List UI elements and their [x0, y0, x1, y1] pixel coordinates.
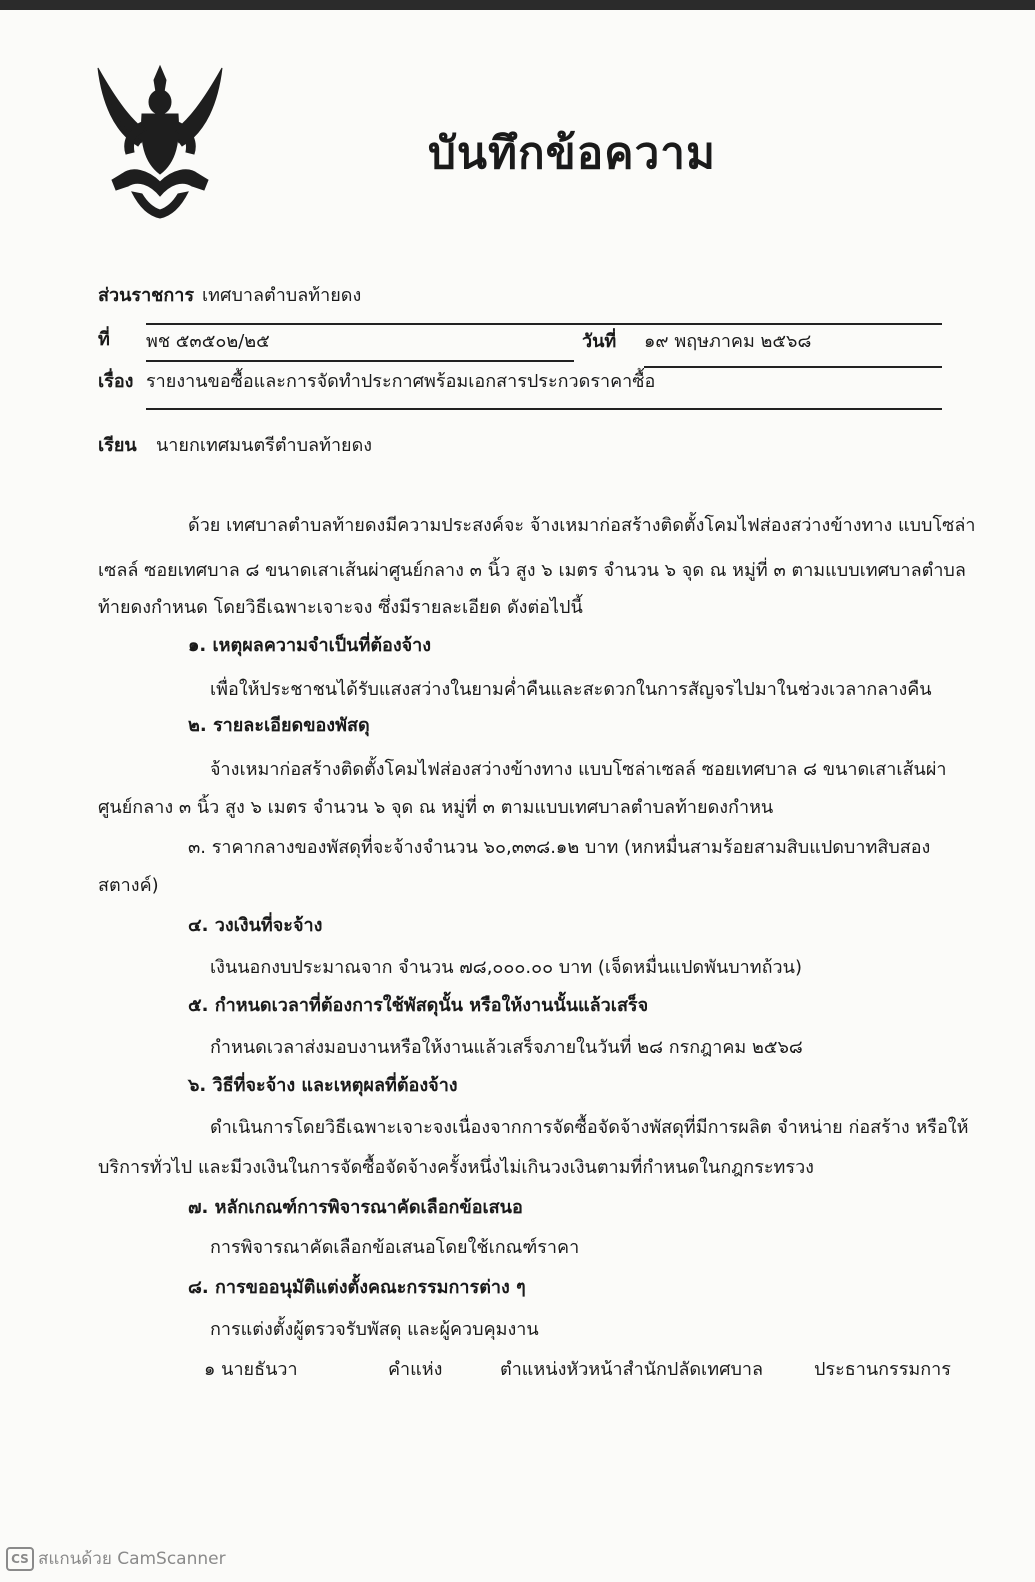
- agency-label: ส่วนราชการ: [98, 285, 195, 306]
- section-5-heading: ๕. กำหนดเวลาที่ต้องการใช้พัสดุนั้น หรือให้งานนั้นแล้วเสร็จ: [188, 995, 649, 1016]
- section-6-text-1: ดำเนินการโดยวิธีเฉพาะเจาะจงเนื่องจากการจัดซื้อจัดจ้างพัสดุที่มีการผลิต จำหน่าย ก่อสร้าง หรือให้: [210, 1117, 969, 1138]
- agency-value: เทศบาลตำบลท้ายดง: [202, 285, 362, 306]
- section-3-text-2: สตางค์): [98, 875, 159, 896]
- section-8-text: การแต่งตั้งผู้ตรวจรับพัสดุ และผู้ควบคุมงาน: [210, 1319, 539, 1340]
- ref-underline: [146, 360, 574, 362]
- to-value: นายกเทศมนตรีตำบลท้ายดง: [156, 435, 373, 456]
- camscanner-text: สแกนด้วย CamScanner: [38, 1549, 226, 1569]
- ref-label: ที่: [98, 329, 110, 350]
- date-label: วันที่: [582, 331, 617, 352]
- garuda-emblem-icon: [92, 62, 228, 222]
- section-4-text: เงินนอกงบประมาณจาก จำนวน ๗๘,๐๐๐.๐๐ บาท (เจ็ดหมื่นแปดพันบาทถ้วน): [210, 957, 802, 978]
- memo-title: บันทึกข้อความ: [428, 128, 717, 179]
- date-underline: [644, 366, 942, 368]
- section-7-text: การพิจารณาคัดเลือกข้อเสนอโดยใช้เกณฑ์ราคา: [210, 1237, 580, 1258]
- section-6-heading: ๖. วิธีที่จะจ้าง และเหตุผลที่ต้องจ้าง: [188, 1075, 458, 1096]
- committee-position: ตำแหน่งหัวหน้าสำนักปลัดเทศบาล: [500, 1359, 764, 1380]
- subject-underline: [146, 408, 942, 410]
- section-2-text-1: จ้างเหมาก่อสร้างติดตั้งโคมไฟส่องสว่างข้างทาง แบบโซล่าเซลล์ ซอยเทศบาล ๘ ขนาดเสาเส้นผ่า: [210, 759, 947, 780]
- section-6-text-2: บริการทั่วไป และมีวงเงินในการจัดซื้อจัดจ้างครั้งหนึ่งไม่เกินวงเงินตามที่กำหนดในกฎกระทรวง: [98, 1157, 814, 1178]
- section-2-text-2: ศูนย์กลาง ๓ นิ้ว สูง ๖ เมตร จำนวน ๖ จุด ณ หมู่ที่ ๓ ตามแบบเทศบาลตำบลท้ายดงกำหน: [98, 797, 774, 818]
- section-8-heading: ๘. การขออนุมัติแต่งตั้งคณะกรรมการต่าง ๆ: [188, 1277, 526, 1298]
- section-1-text: เพื่อให้ประชาชนได้รับแสงสว่างในยามค่ำคืนและสะดวกในการสัญจรไปมาในช่วงเวลากลางคืน: [210, 679, 932, 700]
- subject-label: เรื่อง: [98, 371, 134, 392]
- committee-position-label: คำแห่ง: [388, 1359, 443, 1380]
- committee-member-name: ๑ นายธันวา: [204, 1359, 298, 1380]
- subject-value: รายงานขอซื้อและการจัดทำประกาศพร้อมเอกสารประกวดราคาซื้อ: [146, 371, 656, 392]
- section-5-text: กำหนดเวลาส่งมอบงานหรือให้งานแล้วเสร็จภายในวันที่ ๒๘ กรกฎาคม ๒๕๖๘: [210, 1037, 803, 1058]
- ref-value: พช ๕๓๕๐๒/๒๕: [146, 331, 270, 352]
- scan-top-edge: [0, 0, 1035, 10]
- section-7-heading: ๗. หลักเกณฑ์การพิจารณาคัดเลือกข้อเสนอ: [188, 1197, 523, 1218]
- to-label: เรียน: [98, 435, 137, 456]
- intro-line-3: ท้ายดงกำหนด โดยวิธีเฉพาะเจาะจง ซึ่งมีรายละเอียด ดังต่อไปนี้: [98, 597, 583, 618]
- camscanner-logo-icon: CS: [6, 1547, 34, 1571]
- intro-line-2: เซลล์ ซอยเทศบาล ๘ ขนาดเสาเส้นผ่าศูนย์กลาง ๓ นิ้ว สูง ๖ เมตร จำนวน ๖ จุด ณ หมู่ที่ ๓ ตามแบบเทศบาลตำบล: [98, 560, 966, 581]
- section-2-heading: ๒. รายละเอียดของพัสดุ: [188, 715, 370, 736]
- section-3-text-1: ๓. ราคากลางของพัสดุที่จะจ้างจำนวน ๖๐,๓๓๘.๑๒ บาท (หกหมื่นสามร้อยสามสิบแปดบาทสิบสอง: [188, 837, 931, 858]
- date-value: ๑๙ พฤษภาคม ๒๕๖๘: [644, 331, 812, 352]
- section-4-heading: ๔. วงเงินที่จะจ้าง: [188, 915, 323, 936]
- section-1-heading: ๑. เหตุผลความจำเป็นที่ต้องจ้าง: [188, 635, 432, 656]
- agency-underline: [146, 323, 942, 325]
- committee-role: ประธานกรรมการ: [814, 1359, 951, 1380]
- intro-line-1: ด้วย เทศบาลตำบลท้ายดงมีความประสงค์จะ จ้างเหมาก่อสร้างติดตั้งโคมไฟส่องสว่างข้างทาง แบบโซล่า: [188, 515, 976, 536]
- camscanner-watermark: [6, 1545, 226, 1572]
